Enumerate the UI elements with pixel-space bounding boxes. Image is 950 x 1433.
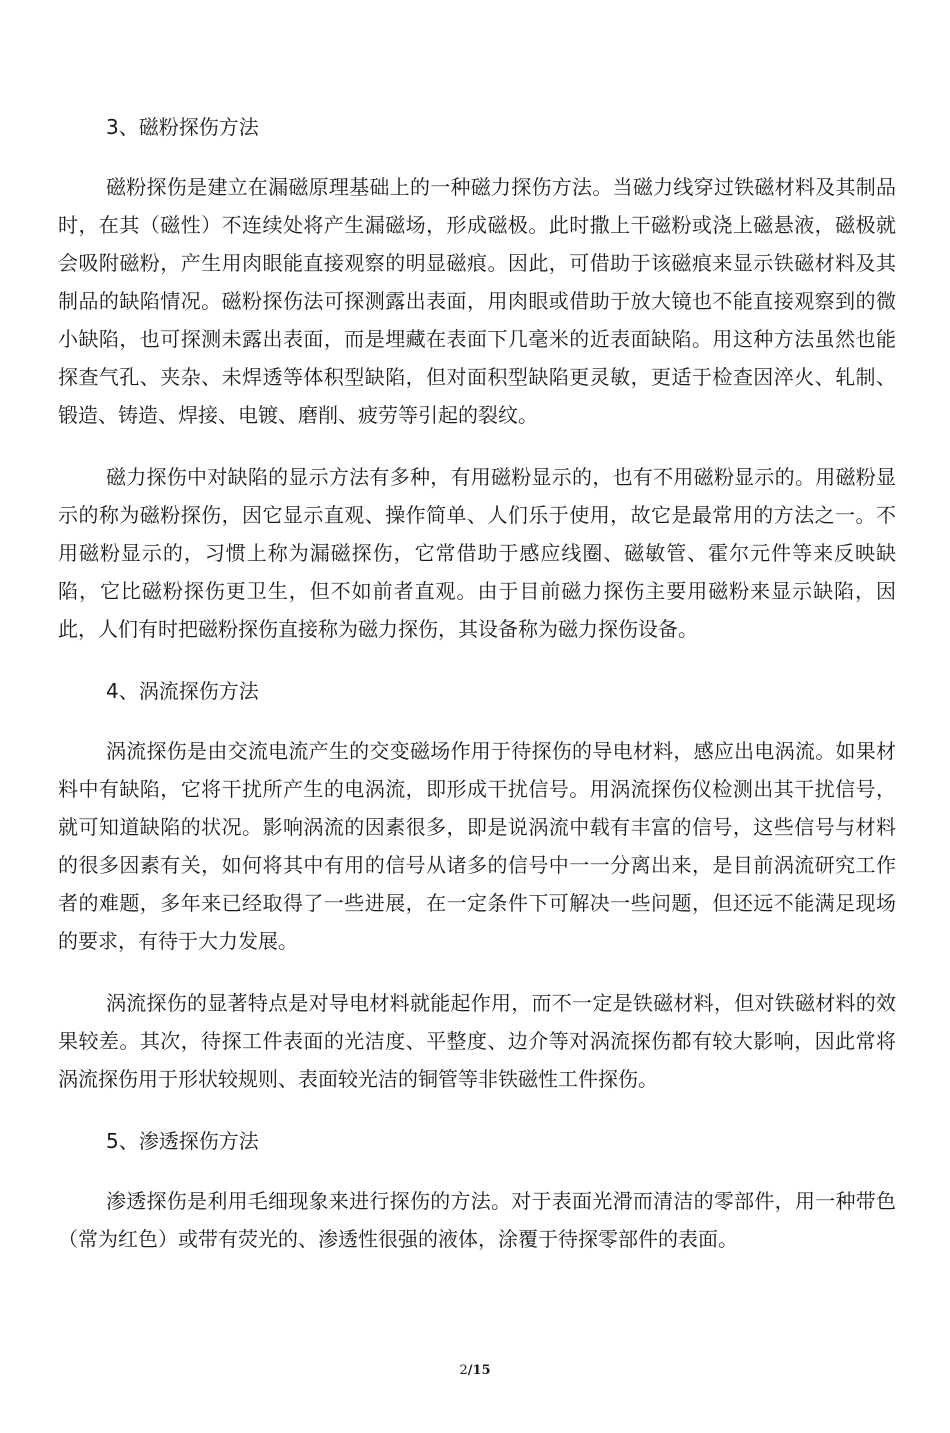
paragraph: 涡流探伤的显著特点是对导电材料就能起作用，而不一定是铁磁材料，但对铁磁材料的效果较差。其次，待探工件表面的光洁度、平整度、边介等对涡流探伤都有较大影响，因此常将涡流探伤用于形状较规则、表面较光洁的铜管等非铁磁性工件探伤。 [58,991,896,1091]
section-heading-eddy-current: 4、涡流探伤方法 [106,679,259,703]
paragraph: 磁粉探伤是建立在漏磁原理基础上的一种磁力探伤方法。当磁力线穿过铁磁材料及其制品时，在其（磁性）不连续处将产生漏磁场，形成磁极。此时撒上干磁粉或浇上磁悬液，磁极就会吸附磁粉，产生用肉眼能直接观察的明显磁痕。因此，可借助于该磁痕来显示铁磁材料及其制品的缺陷情况。磁粉探伤法可探测露出表面，用肉眼或借助于放大镜也不能直接观察到的微小缺陷，也可探测未露出表面，而是埋藏在表面下几毫米的近表面缺陷。用这种方法虽然也能探查气孔、夹杂、未焊透等体积型缺陷，但对面积型缺陷更灵敏，更适于检查因淬火、轧制、锻造、铸造、焊接、电镀、磨削、疲劳等引起的裂纹。 [58,175,896,427]
page-number-current: 2 [459,1363,468,1378]
paragraph: 磁力探伤中对缺陷的显示方法有多种，有用磁粉显示的，也有不用磁粉显示的。用磁粉显示的称为磁粉探伤，因它显示直观、操作简单、人们乐于使用，故它是最常用的方法之一。不用磁粉显示的，习惯上称为漏磁探伤，它常借助于感应线圈、磁敏管、霍尔元件等来反映缺陷，它比磁粉探伤更卫生，但不如前者直观。由于目前磁力探伤主要用磁粉来显示缺陷，因此，人们有时把磁粉探伤直接称为磁力探伤，其设备称为磁力探伤设备。 [58,465,896,641]
paragraph: 渗透探伤是利用毛细现象来进行探伤的方法。对于表面光滑而清洁的零部件，用一种带色（常为红色）或带有荧光的、渗透性很强的液体，涂覆于待探零部件的表面。 [58,1189,896,1251]
paragraph: 涡流探伤是由交流电流产生的交变磁场作用于待探伤的导电材料，感应出电涡流。如果材料中有缺陷，它将干扰所产生的电涡流，即形成干扰信号。用涡流探伤仪检测出其干扰信号，就可知道缺陷的状况。影响涡流的因素很多，即是说涡流中载有丰富的信号，这些信号与材料的很多因素有关，如何将其中有用的信号从诸多的信号中一一分离出来，是目前涡流研究工作者的难题，多年来已经取得了一些进展，在一定条件下可解决一些问题，但还远不能满足现场的要求，有待于大力发展。 [58,739,896,953]
page-number-total: /15 [467,1363,491,1378]
section-heading-magnetic-particle: 3、磁粉探伤方法 [106,115,259,139]
page-number [0,1362,950,1380]
document-body [58,108,896,1258]
section-heading-penetrant: 5、渗透探伤方法 [106,1129,259,1153]
